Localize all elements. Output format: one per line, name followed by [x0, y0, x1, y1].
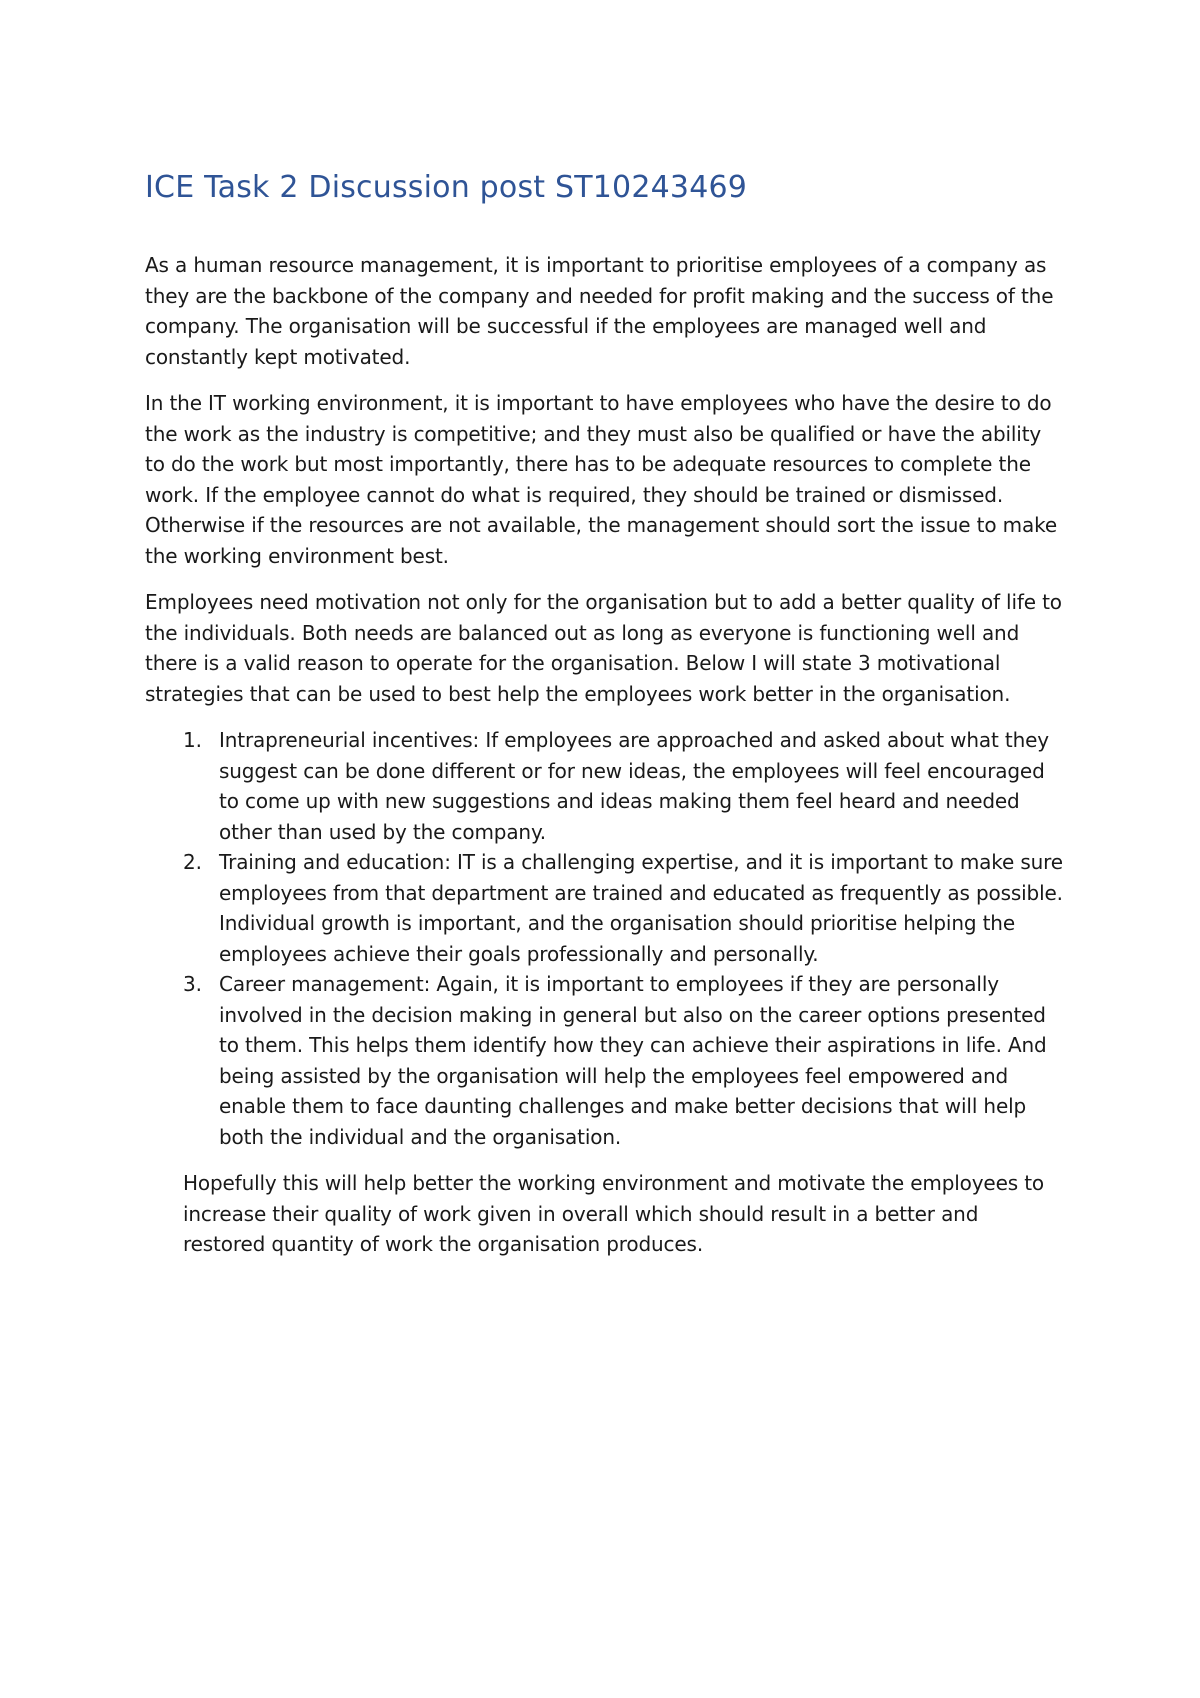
- document-title: ICE Task 2 Discussion post ST10243469: [145, 170, 748, 205]
- list-item: [145, 847, 1065, 969]
- list-item-text: Career management: Again, it is important to employees if they are personally involved in the decision making in general but also on the career options presented to them. This helps them identify how they can achieve their aspirations in life. And being assisted by the organisation will help the employees feel empowered and enable them to face daunting challenges and make better decisions that will help both the individual and the organisation.: [219, 972, 1047, 1149]
- list-item-number: 2.: [183, 850, 202, 874]
- paragraph-motivation: Employees need motivation not only for the organisation but to add a better quality of life to the individuals. Both needs are balanced out as long as everyone is functioning well and there is a valid reason to operate for the organisation. Below I will state 3 motivational strategies that can be used to best help the employees work better in the organisation.: [145, 590, 1062, 706]
- list-item: [145, 969, 1065, 1152]
- paragraph-closing: Hopefully this will help better the working environment and motivate the employees to increase their quality of work given in overall which should result in a better and restored quantity of work the organisation produces.: [183, 1171, 1044, 1256]
- list-item-text: Training and education: IT is a challenging expertise, and it is important to make sure employees from that department are trained and educated as frequently as possible. Individual growth is important, and the organisation should prioritise helping the employees achieve their goals professionally and personally.: [219, 850, 1063, 966]
- strategies-list: [145, 725, 1065, 1152]
- document-body: [145, 168, 1065, 1260]
- paragraph-it-environment: In the IT working environment, it is important to have employees who have the desire to do the work as the industry is competitive; and they must also be qualified or have the ability to do the work but most importantly, there has to be adequate resources to complete the work. If the employee cannot do what is required, they should be trained or dismissed. Otherwise if the resources are not available, the management should sort the issue to make the working environment best.: [145, 391, 1057, 568]
- paragraph-intro: As a human resource management, it is important to prioritise employees of a company as they are the backbone of the company and needed for profit making and the success of the company. The organisation will be successful if the employees are managed well and constantly kept motivated.: [145, 253, 1054, 369]
- list-item-number: 1.: [183, 728, 202, 752]
- list-item-number: 3.: [183, 972, 202, 996]
- list-item: [145, 725, 1065, 847]
- list-item-text: Intrapreneurial incentives: If employees are approached and asked about what they suggest can be done different or for new ideas, the employees will feel encouraged to come up with new suggestions and ideas making them feel heard and needed other than used by the company.: [219, 728, 1049, 844]
